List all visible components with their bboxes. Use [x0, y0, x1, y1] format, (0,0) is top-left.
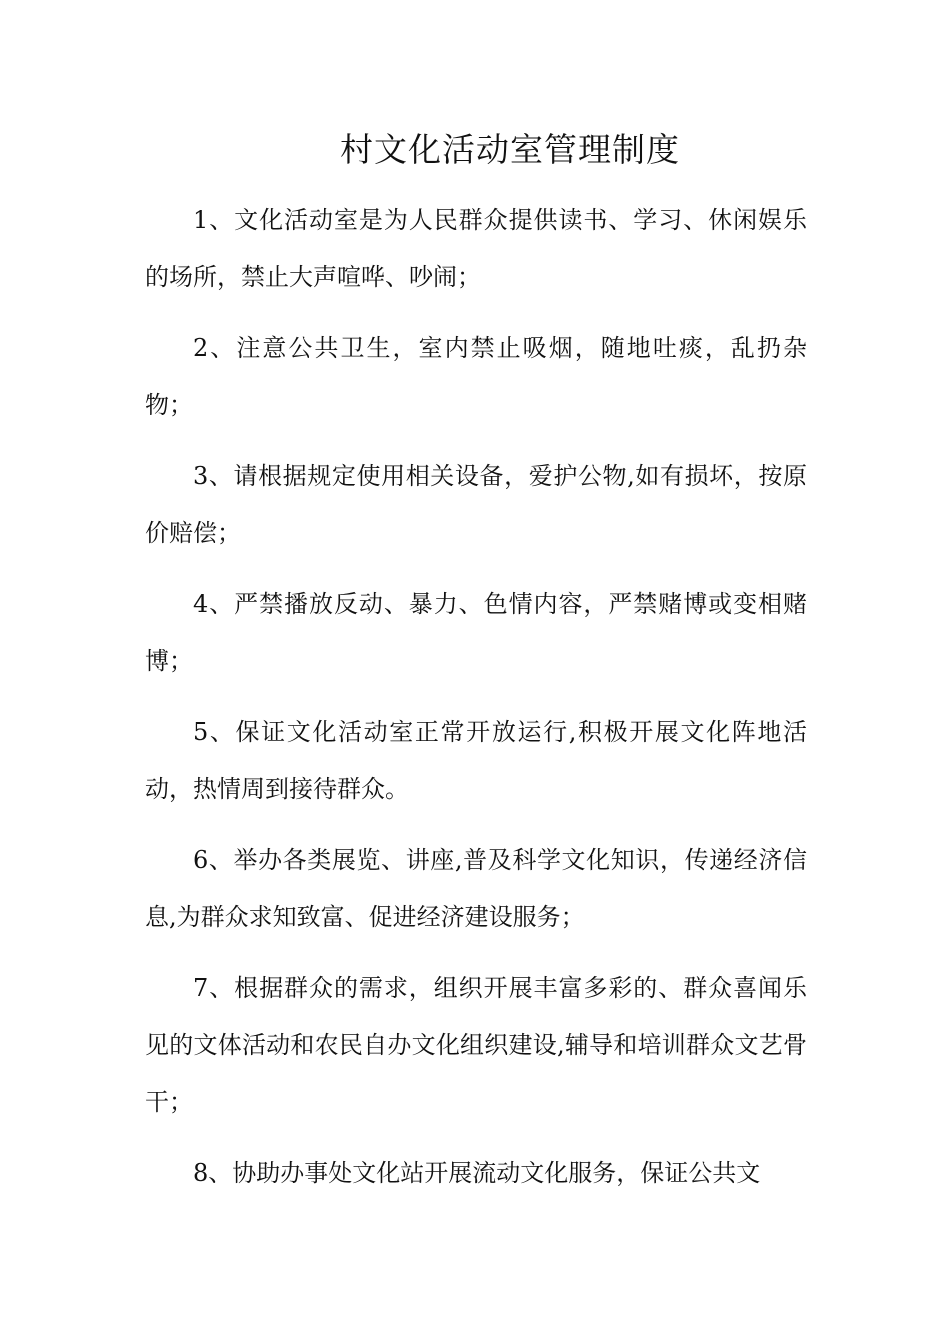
- clause-4: 4、严禁播放反动、暴力、色情内容，严禁赌博或变相赌博；: [145, 590, 807, 675]
- clause-7: 7、根据群众的需求，组织开展丰富多彩的、群众喜闻乐见的文体活动和农民自办文化组织建设,辅导和培训群众文艺骨干；: [145, 974, 807, 1116]
- clause-3: 3、请根据规定使用相关设备，爱护公物,如有损坏，按原价赔偿；: [145, 462, 807, 547]
- clause-1: 1、文化活动室是为人民群众提供读书、学习、休闲娱乐的场所，禁止大声喧哗、吵闹；: [145, 206, 807, 291]
- clause-6: 6、举办各类展览、讲座,普及科学文化知识，传递经济信息,为群众求知致富、促进经济建设服务；: [145, 846, 807, 931]
- clause-8: 8、协助办事处文化站开展流动文化服务，保证公共文: [193, 1159, 761, 1187]
- page-title: 村文化活动室管理制度: [340, 130, 680, 169]
- clause-list: [145, 192, 807, 1216]
- clause-5: 5、保证文化活动室正常开放运行,积极开展文化阵地活动，热情周到接待群众。: [145, 718, 807, 803]
- clause-2: 2、注意公共卫生，室内禁止吸烟，随地吐痰，乱扔杂物；: [145, 334, 807, 419]
